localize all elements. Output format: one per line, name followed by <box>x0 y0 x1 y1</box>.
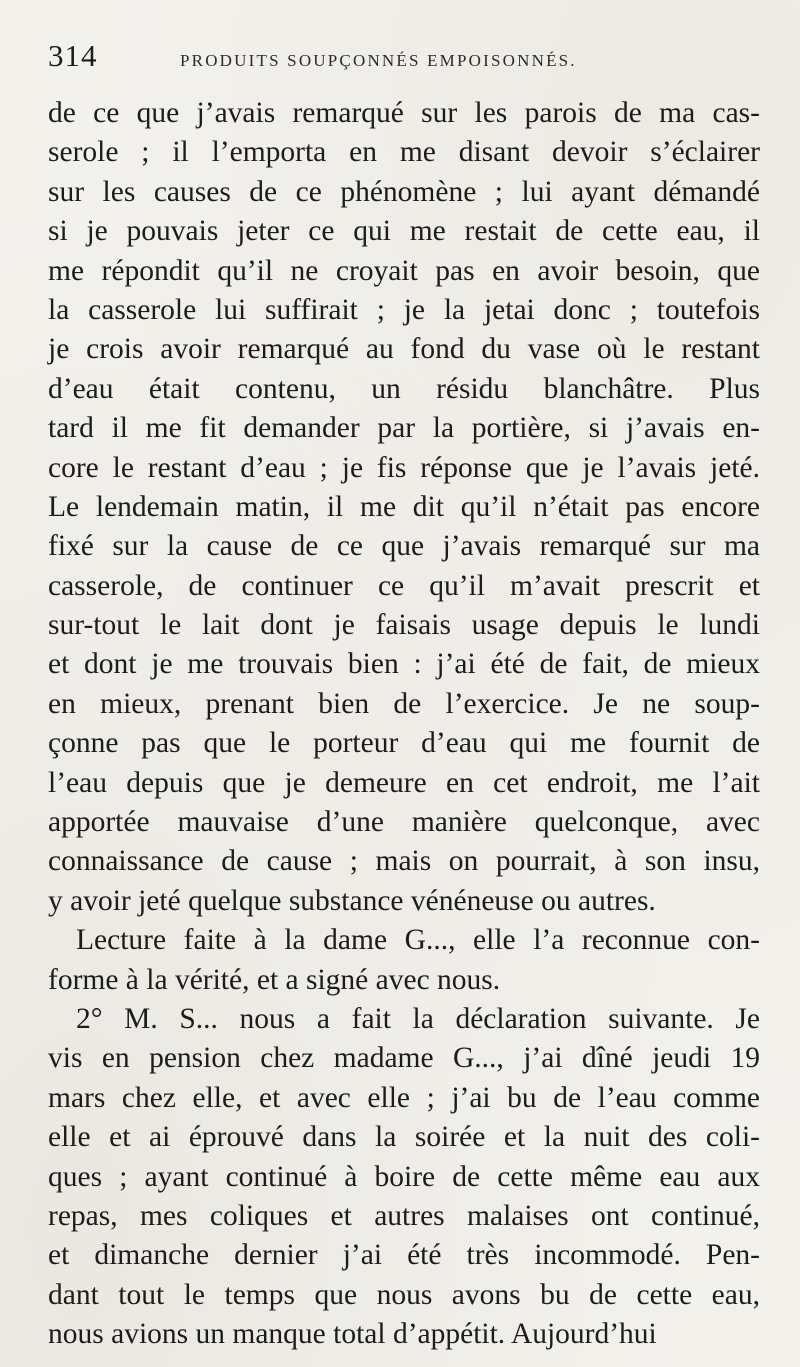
paragraph <box>48 1000 760 1355</box>
text-line: repas, mes coliques et autres malaises ont continué, <box>48 1199 760 1232</box>
text-line: apportée mauvaise d’une manière quelconque, avec <box>48 806 760 839</box>
paragraph <box>48 94 760 921</box>
body-text <box>48 94 760 1355</box>
text-line: çonne pas que le porteur d’eau qui me fournit de <box>48 727 760 760</box>
text-line: core le restant d’eau ; je fis réponse que je l’avais jeté. <box>48 451 760 484</box>
text-line: vis en pension chez madame G..., j’ai dîné jeudi 19 <box>48 1042 760 1075</box>
page-number: 314 <box>48 38 98 73</box>
text-line: Lecture faite à la dame G..., elle l’a reconnue con- <box>76 924 760 957</box>
text-line: sur les causes de ce phénomène ; lui ayant démandé <box>48 175 760 208</box>
text-line: casserole, de continuer ce qu’il m’avait prescrit et <box>48 569 760 602</box>
text-line: je crois avoir remarqué au fond du vase où le restant <box>48 333 760 366</box>
text-line: forme à la vérité, et a signé avec nous. <box>48 963 501 996</box>
text-line: connaissance de cause ; mais on pourrait, à son insu, <box>48 845 760 878</box>
text-line: nous avions un manque total d’appétit. Aujourd’hui <box>48 1318 657 1351</box>
text-line: l’eau depuis que je demeure en cet endroit, me l’ait <box>48 766 760 799</box>
running-title: PRODUITS SOUPÇONNÉS EMPOISONNÉS. <box>180 51 577 70</box>
text-line: si je pouvais jeter ce qui me restait de cette eau, il <box>48 215 760 248</box>
text-line: fixé sur la cause de ce que j’avais remarqué sur ma <box>48 530 760 563</box>
text-line: en mieux, prenant bien de l’exercice. Je ne soup- <box>48 687 760 720</box>
text-line: la casserole lui suffirait ; je la jetai donc ; toutefois <box>48 293 760 326</box>
text-line: d’eau était contenu, un résidu blanchâtre. Plus <box>48 372 760 405</box>
text-line: mars chez elle, et avec elle ; j’ai bu de l’eau comme <box>48 1081 760 1114</box>
text-line: et dimanche dernier j’ai été très incommodé. Pen- <box>48 1239 760 1272</box>
text-line: 2° M. S... nous a fait la déclaration suivante. Je <box>76 1002 760 1035</box>
text-line: y avoir jeté quelque substance vénéneuse ou autres. <box>48 884 656 917</box>
text-line: serole ; il l’emporta en me disant devoir s’éclairer <box>48 136 760 169</box>
text-line: sur-tout le lait dont je faisais usage depuis le lundi <box>48 609 760 642</box>
text-line: dant tout le temps que nous avons bu de cette eau, <box>48 1278 760 1311</box>
paragraph <box>48 921 760 1000</box>
running-head <box>48 38 760 88</box>
text-line: ques ; ayant continué à boire de cette même eau aux <box>48 1160 760 1193</box>
text-line: elle et ai éprouvé dans la soirée et la nuit des coli- <box>48 1121 760 1154</box>
text-line: de ce que j’avais remarqué sur les parois de ma cas- <box>48 97 760 129</box>
text-line: me répondit qu’il ne croyait pas en avoir besoin, que <box>48 254 760 287</box>
text-line: et dont je me trouvais bien : j’ai été de fait, de mieux <box>48 648 760 681</box>
text-line: Le lendemain matin, il me dit qu’il n’était pas encore <box>48 490 760 523</box>
text-line: tard il me fit demander par la portière, si j’avais en- <box>48 412 760 445</box>
